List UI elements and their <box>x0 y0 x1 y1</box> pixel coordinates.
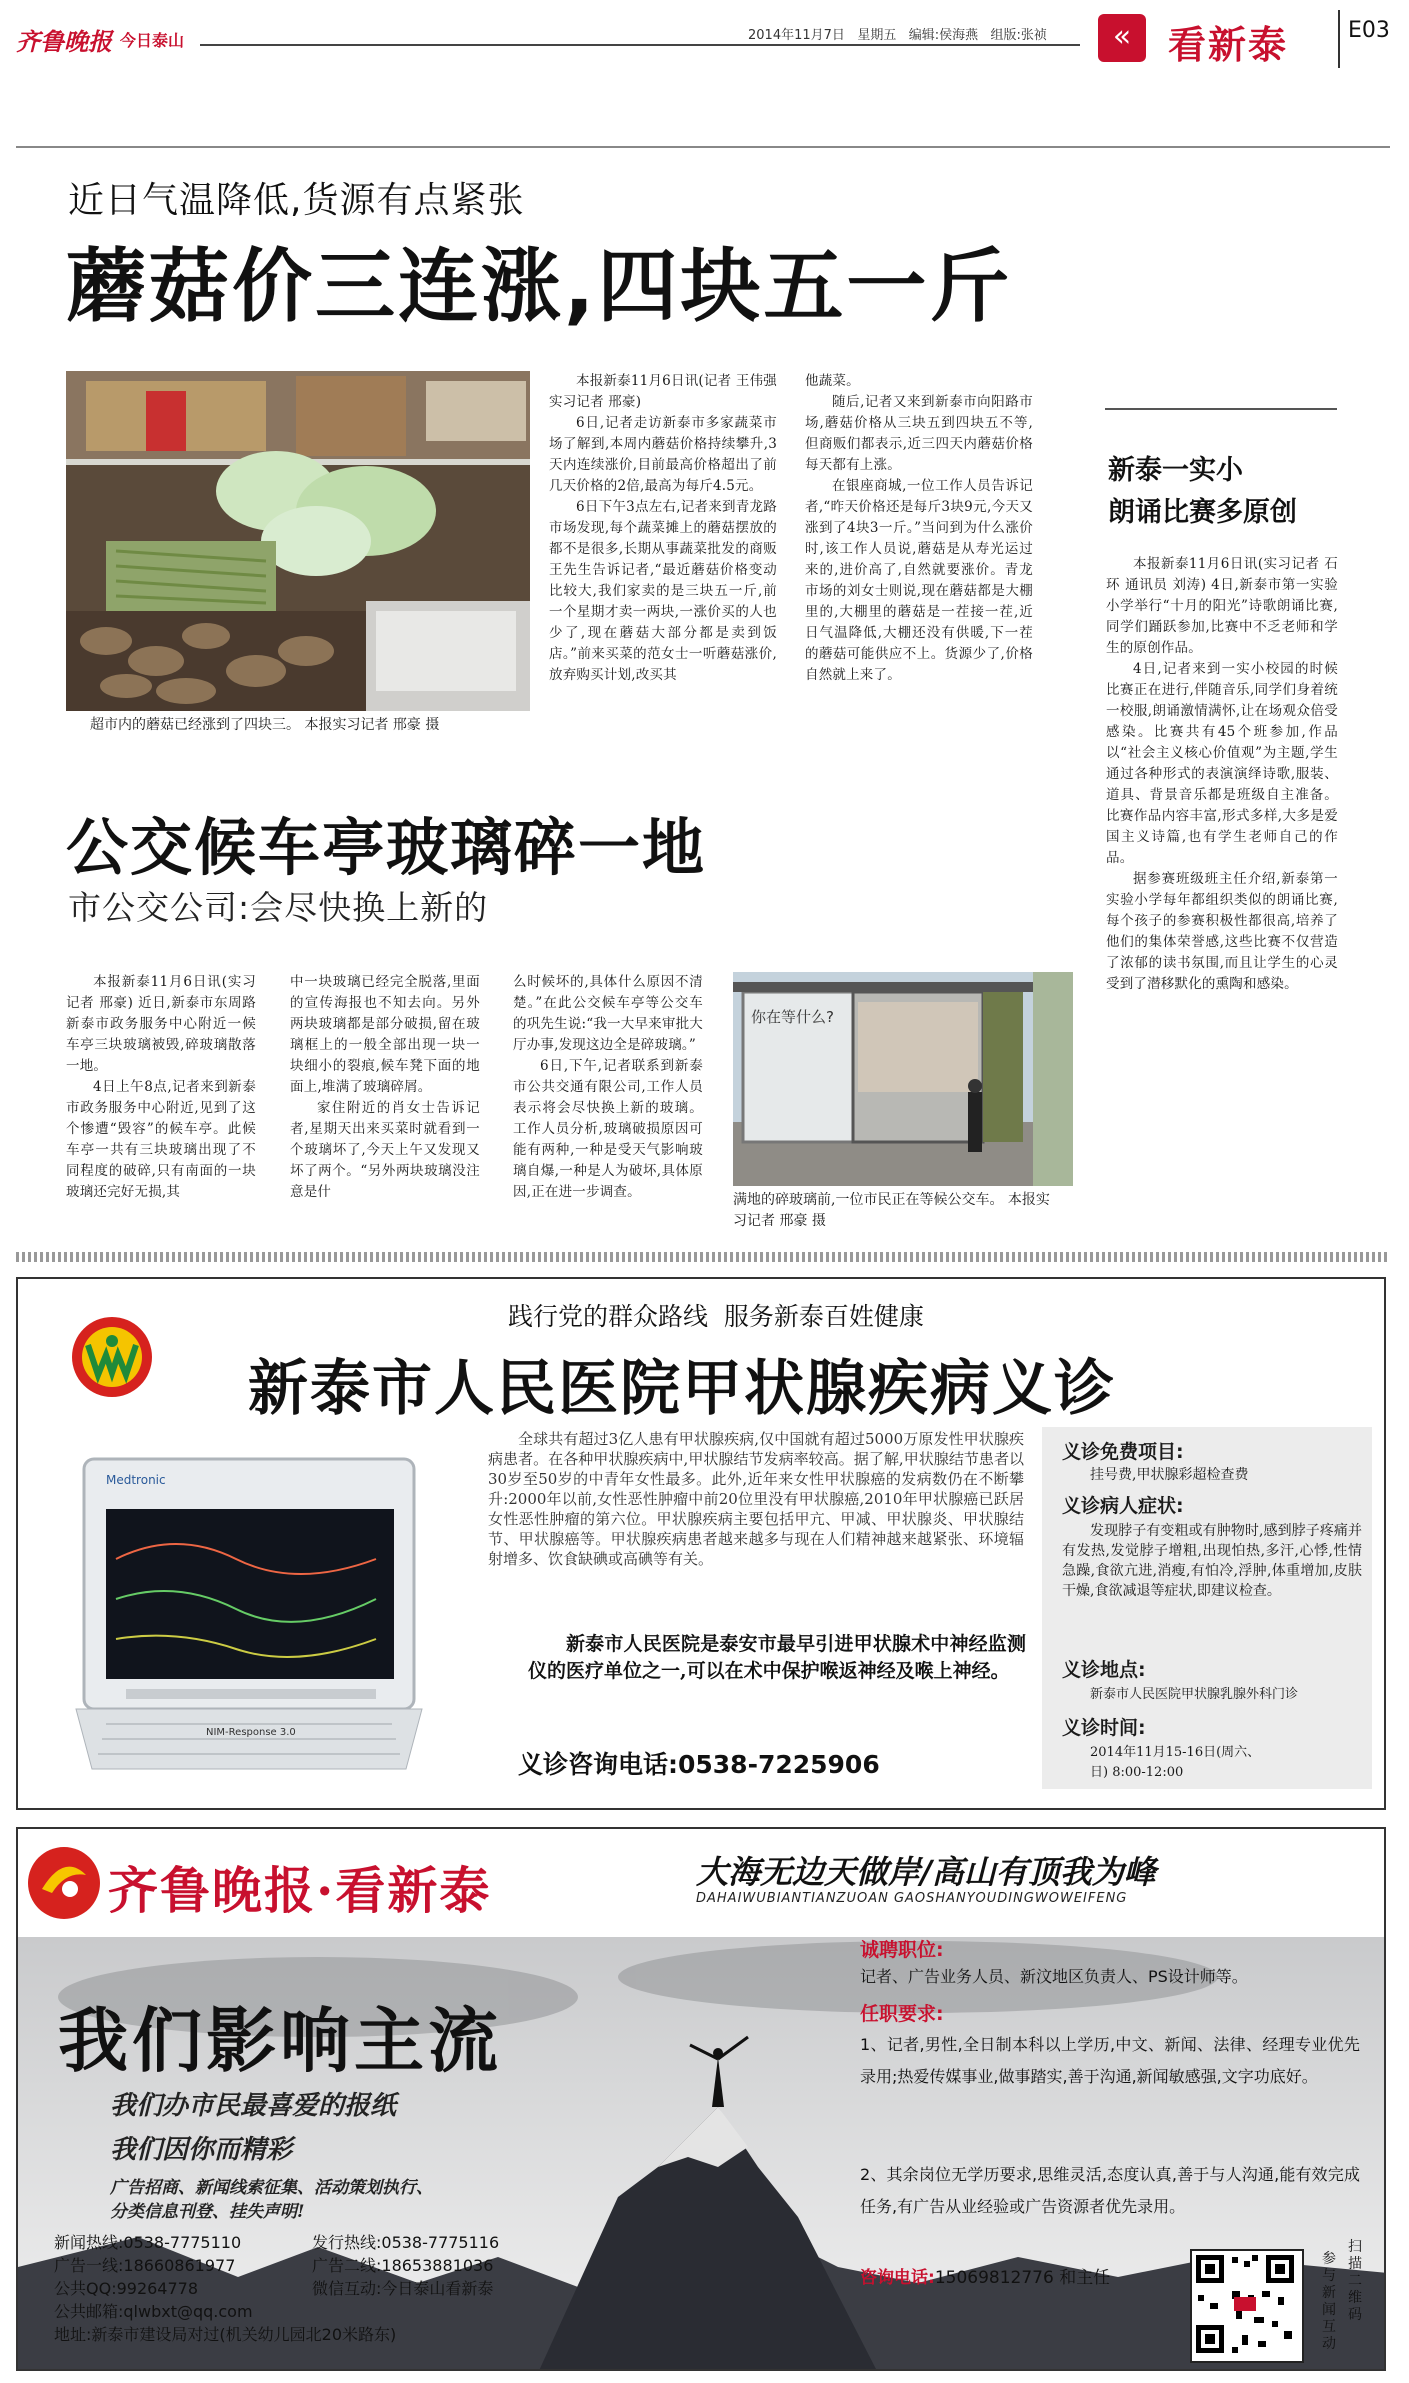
bus-col2 <box>290 972 480 1203</box>
contact-ad2: 广告二线:18653881036 <box>312 2256 494 2275</box>
mushroom-caption: 超市内的蘑菇已经涨到了四块三。 本报实习记者 邢豪 摄 <box>90 717 440 733</box>
info-place-value: 新泰市人民医院甲状腺乳腺外科门诊 <box>1090 1687 1299 1702</box>
info-free-label: 义诊免费项目: <box>1062 1441 1184 1463</box>
bus-col1-p1: 本报新泰11月6日讯(实习记者 邢豪) 近日,新泰市东周路新泰市政务服务中心附近一候车亭三块玻璃被毁,碎玻璃散落一地。 <box>66 974 256 1074</box>
mushroom-col2-p1: 他蔬菜。 <box>805 373 860 389</box>
masthead-info <box>748 24 1047 43</box>
bus-col3 <box>513 972 703 1203</box>
req-1: 1、记者,男性,全日制本科以上学历,中文、新闻、法律、经理专业优先录用;热爱传媒事业,做事踏实,善于沟通,新闻敏感强,文字功底好。 <box>860 2035 1360 2086</box>
section-icon: « <box>1098 14 1146 62</box>
masthead-date: 2014年11月7日 <box>748 28 845 43</box>
bus-col2-p2: 家住附近的肖女士告诉记者,星期天出来买菜时就看到一个玻璃坏了,今天上午又发现又坏了两个。“另外两块玻璃没注意是什 <box>290 1100 480 1200</box>
mushroom-col2-p2: 随后,记者又来到新泰市向阳路市场,蘑菇价格从三块五到四块五不等,但商贩们都表示,近三四天内蘑菇价格每天都有上涨。 <box>805 394 1033 473</box>
masthead-editor: 编辑:侯海燕 <box>908 28 979 43</box>
mushroom-col1-p2: 6日,记者走访新泰市多家蔬菜市场了解到,本周内蘑菇价格持续攀升,3天内连续涨价,目前最高价格超出了前几天价格的2倍,最高为每斤4.5元。 <box>549 415 777 494</box>
recruit-sub4: 分类信息刊登、挂失声明! <box>110 2202 305 2222</box>
qr-note-1: 扫描二维码 <box>1348 2239 1362 2323</box>
mushroom-col1 <box>549 371 777 686</box>
device-model: NIM-Response 3.0 <box>206 1727 296 1738</box>
jobs-label: 诚聘职位: <box>860 1939 944 1961</box>
svg-text:你在等什么?: 你在等什么? <box>751 1008 834 1026</box>
bus-col3-p1: 么时候坏的,具体什么原因不清楚。”在此公交候车亭等公交车的巩先生说:“我一大早来审批大厅办事,发现这边全是碎玻璃。” <box>513 974 703 1053</box>
bus-shelter-drawing <box>733 972 1073 1186</box>
mushroom-col1-p3: 6日下午3点左右,记者来到青龙路市场发现,每个蔬菜摊上的蘑菇摆放的都不是很多,长期从事蔬菜批发的商贩王先生告诉记者,“最近蘑菇价格变动比较大,我们家卖的是三块五一斤,前一个星期才卖一两块,一涨价买的人也少了,现在蘑菇大部分都是卖到饭店。”前来买菜的范女士一听蘑菇涨价,放弃购买计划,改买其 <box>549 499 777 683</box>
contact-wechat: 微信互动:今日泰山看新泰 <box>312 2279 494 2298</box>
recital-p2: 4日,记者来到一实小校园的时候比赛正在进行,伴随音乐,同学们身着统一校服,朗诵激情满怀,让在场观众倍受感染。比赛共有45个班参加,作品以“社会主义核心价值观”为主题,学生通过各种形式的表演演绎诗歌,服装、道具、背景音乐都是班级自主准备。比赛作品内容丰富,形式多样,大多是爱国主义诗篇,也有学生老师自己的作品。 <box>1106 661 1338 866</box>
hospital-phone-label: 义诊咨询电话: <box>518 1750 678 1779</box>
recital-p1: 本报新泰11月6日讯(实习记者 石环 通讯员 刘涛) 4日,新泰市第一实验小学举行“十月的阳光”诗歌朗诵比赛,同学们踊跃参加,比赛中不乏老师和学生的原创作品。 <box>1106 556 1338 656</box>
page-no-divider <box>1338 10 1340 68</box>
recital-headline: 新泰一实小 <box>1108 455 1243 486</box>
bus-headline: 公交候车亭玻璃碎一地 <box>66 811 707 884</box>
qr-code-image <box>1190 2249 1304 2363</box>
info-symptom-value: 发现脖子有变粗或有肿物时,感到脖子疼痛并有发热,发觉脖子增粗,出现怕热,多汗,心悸,性情急躁,食欲亢进,消瘦,有怕冷,浮肿,体重增加,皮肤干燥,食欲减退等症状,即建议检查。 <box>1062 1523 1362 1599</box>
mushroom-headline: 蘑菇价三连涨,四块五一斤 <box>66 240 1013 333</box>
bus-subhead: 市公交公司:会尽快换上新的 <box>68 888 489 927</box>
mushroom-photo <box>66 371 530 711</box>
mushroom-col2 <box>805 371 1033 686</box>
paper-logo: 齐鲁晚报 <box>16 27 112 56</box>
recital-body <box>1106 554 1338 995</box>
bus-col2-p1: 中一块玻璃已经完全脱落,里面的宣传海报也不知去向。另外两块玻璃都是部分破损,留在玻璃框上的一般全部出现一块一块细小的裂痕,候车凳下面的地面上,堆满了玻璃碎屑。 <box>290 974 480 1095</box>
info-time-value: 2014年11月15-16日(周六、日) 8:00-12:00 <box>1090 1745 1261 1780</box>
qr-note-2: 参与新闻互动 <box>1322 2251 1336 2352</box>
recital-headline-2: 朗诵比赛多原创 <box>1108 497 1297 528</box>
jobs-text: 记者、广告业务人员、新汶地区负责人、PS设计师等。 <box>860 1967 1248 1986</box>
masthead <box>0 0 1409 80</box>
section-divider <box>16 1252 1390 1262</box>
masthead-weekday: 星期五 <box>857 28 897 43</box>
hospital-bold-text: 新泰市人民医院是泰安市最早引进甲状腺术中神经监测仪的医疗单位之一,可以在术中保护喉返神经及喉上神经。 <box>528 1633 1026 1682</box>
hospital-slogan: 践行党的群众路线 服务新泰百姓健康 <box>508 1302 924 1331</box>
page-number: E03 <box>1348 18 1390 43</box>
recruit-sub1: 我们办市民最喜爱的报纸 <box>110 2091 397 2121</box>
brand-logo-icon <box>26 1845 102 1921</box>
req-label: 任职要求: <box>860 2003 944 2025</box>
sidebar-rule-top <box>1105 408 1337 410</box>
masthead-layout: 组版:张祯 <box>990 28 1047 43</box>
bus-photo <box>733 972 1073 1186</box>
req-2: 2、其余岗位无学历要求,思维灵活,态度认真,善于与人沟通,能有效完成任务,有广告从业经验或广告资源者优先录用。 <box>860 2165 1360 2216</box>
contact-email: 公共邮箱:qlwbxt@qq.com <box>54 2302 253 2321</box>
bus-col1 <box>66 972 256 1203</box>
hospital-intro: 全球共有超过3亿人患有甲状腺疾病,仅中国就有超过5000万原发性甲状腺疾病患者。在各种甲状腺疾病中,甲状腺结节发病率较高。据了解,甲状腺结节患者以30岁至50岁的中青年女性最多。此外,近年来女性甲状腺癌的发病数仍在不断攀升:2000年以前,女性恶性肿瘤中前20位里没有甲状腺癌,2010年甲状腺癌已跃居女性恶性肿瘤的第六位。甲状腺疾病主要包括甲亢、甲减、甲状腺炎、甲状腺结节、甲状腺癌等。甲状腺疾病患者越来越多与现在人们精神越来越紧张、环境辐射增多、饮食缺碘或高碘等有关。 <box>488 1430 1024 1568</box>
recruit-sub3: 广告招商、新闻线索征集、活动策划执行、 <box>110 2178 433 2198</box>
contact-address: 地址:新泰市建设局对过(机关幼儿园北20米路东) <box>54 2325 397 2344</box>
masthead-rule <box>200 44 1080 46</box>
mushroom-col2-p3: 在银座商城,一位工作人员告诉记者,“昨天价格还是每斤3块9元,今天又涨到了4块3一斤。”当问到为什么涨价时,该工作人员说,蘑菇是从寿光运过来的,进价高了,自然就要涨价。青龙市场的刘女士则说,现在蘑菇都是大棚里的,大棚里的蘑菇是一茬接一茬,近日气温降低,大棚还没有供暖,下一茬的蘑菇可能供应不上。货源少了,价格自然就上来了。 <box>805 478 1033 683</box>
section-left: 今日泰山 <box>120 31 185 50</box>
contacts-right <box>312 2231 499 2300</box>
market-photo-drawing <box>66 371 530 711</box>
hospital-logo <box>70 1315 154 1399</box>
contact-dist: 发行热线:0538-7775116 <box>312 2233 500 2252</box>
consult-value: 15069812776 和主任 <box>934 2268 1111 2288</box>
info-symptom-label: 义诊病人症状: <box>1062 1495 1184 1517</box>
hospital-phone: 0538-7225906 <box>678 1750 880 1779</box>
recital-p3: 据参赛班级班主任介绍,新泰第一实验小学每年都组织类似的朗诵比赛,每个孩子的参赛积极性都很高,培养了他们的集体荣誉感,这些比赛不仅营造了浓郁的读书氛围,而且让学生的心灵受到了潜移默化的熏陶和感染。 <box>1106 871 1338 992</box>
recruit-motto: 大海无边天做岸/高山有顶我为峰 <box>696 1853 1156 1891</box>
mushroom-kicker: 近日气温降低,货源有点紧张 <box>68 180 525 221</box>
consult-label: 咨询电话: <box>860 2268 935 2288</box>
recruit-big-title: 我们影响主流 <box>58 1999 502 2082</box>
hospital-info-box <box>1042 1427 1372 1789</box>
info-place-label: 义诊地点: <box>1062 1659 1146 1681</box>
bus-col1-p2: 4日上午8点,记者来到新泰市政务服务中心附近,见到了这个惨遭“毁容”的候车亭。此候车亭一共有三块玻璃出现了不同程度的破碎,只有南面的一块玻璃还完好无损,其 <box>66 1079 256 1200</box>
recruit-sub2: 我们因你而精彩 <box>110 2135 293 2165</box>
hospital-ad <box>16 1277 1386 1810</box>
consult-line <box>860 2263 1110 2288</box>
header-rule <box>16 146 1390 148</box>
info-free-value: 挂号费,甲状腺彩超检查费 <box>1090 1467 1249 1483</box>
recruit-ad <box>16 1827 1386 2371</box>
device-brand: Medtronic <box>106 1473 166 1487</box>
contact-ad1: 广告一线:18660861977 <box>54 2256 236 2275</box>
hospital-phone-line <box>518 1745 880 1781</box>
mushroom-col1-p1: 本报新泰11月6日讯(记者 王伟强 实习记者 邢豪) <box>549 373 777 410</box>
bus-caption: 满地的碎玻璃前,一位市民正在等候公交车。 本报实习记者 邢豪 摄 <box>733 1192 1050 1229</box>
device-image <box>36 1439 460 1785</box>
section-title: 看新泰 <box>1168 23 1289 67</box>
hospital-ad-title: 新泰市人民医院甲状腺疾病义诊 <box>248 1354 1116 1424</box>
contact-news: 新闻热线:0538-7775110 <box>54 2233 242 2252</box>
contact-qq: 公共QQ:99264778 <box>54 2279 199 2298</box>
bus-col3-p2: 6日,下午,记者联系到新泰市公共交通有限公司,工作人员表示将会尽快换上新的玻璃。工作人员分析,玻璃破损原因可能有两种,一种是受天气影响玻璃自爆,一种是人为破坏,具体原因,正在进一步调查。 <box>513 1058 703 1200</box>
recruit-brand: 齐鲁晚报·看新泰 <box>108 1861 492 1920</box>
info-time-label: 义诊时间: <box>1062 1717 1146 1739</box>
recruit-motto-pinyin: DAHAIWUBIANTIANZUOAN GAOSHANYOUDINGWOWEIFENG <box>696 1891 1128 1906</box>
